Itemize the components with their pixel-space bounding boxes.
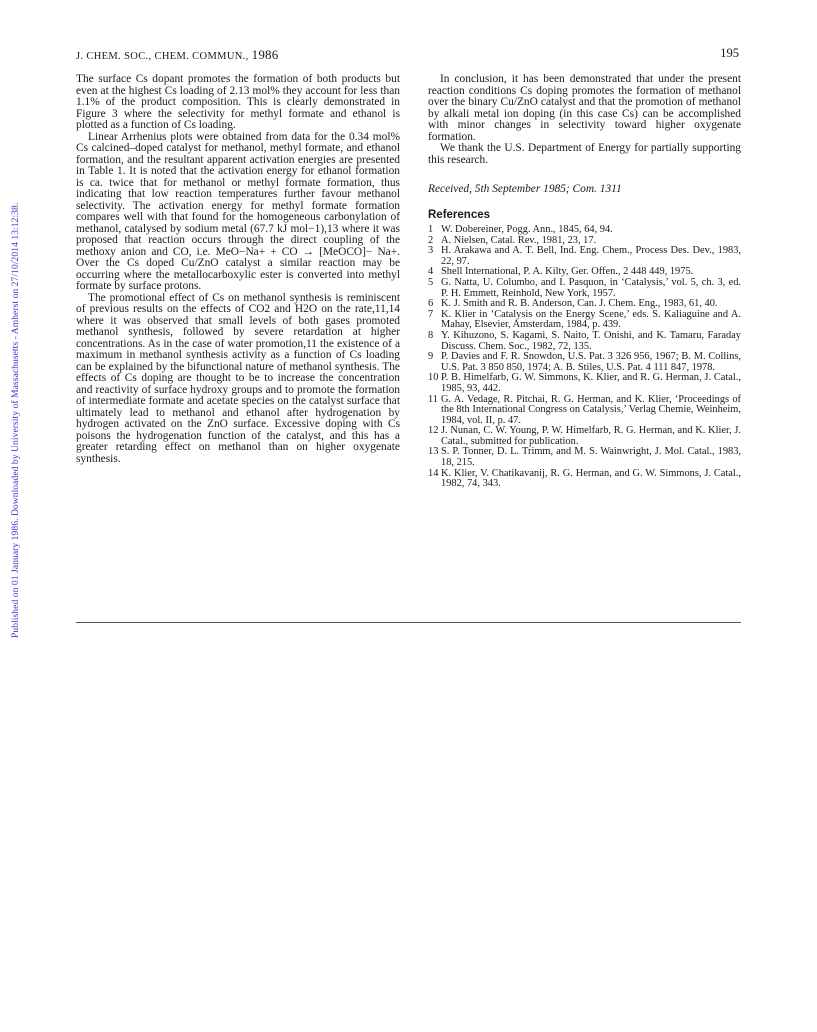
journal-reference: [76, 47, 278, 63]
reference-number: 1: [428, 224, 434, 235]
download-stamp-text: Published on 01 January 1986. Downloaded by University of Massachusetts - Amherst on 27/10/2014 13:12:38.: [10, 202, 21, 638]
reference-item: [428, 331, 741, 352]
reference-item: [428, 278, 741, 299]
reference-number: 3: [428, 245, 434, 257]
reference-text: S. P. Tonner, D. L. Trimm, and M. S. Wainwright, J. Mol. Catal., 1983, 18, 215.: [441, 446, 741, 469]
reference-number: 9: [428, 351, 434, 363]
reference-list: [428, 225, 741, 490]
reference-number: 5: [428, 276, 434, 288]
received-date: Received, 5th September 1985; Com. 1311: [428, 183, 622, 195]
body-paragraph: The promotional effect of Cs on methanol synthesis is reminiscent of previous results on the effects of CO2 and H2O on the rate,11,14 where it was observed that small levels of both gases promoted methanol synthesis, followed by severe retardation at higher concentrations. As in the case of water promotion,11 the existence of a maximum in methanol synthesis activity as a function of Cs loading can be explained by the bifunctional nature of methanol synthesis. The effects of Cs doping are thought to be to increase the concentration and reactivity of surface hydroxy groups and to promote the formation of intermediate formate and acetate species on the catalyst surface that ultimately lead to methanol and ethanol after hydrogenation by hydrogen activated on the ZnO surface. Excessive doping with Cs poisons the hydrogenation function of the catalyst, and this has a greater retarding effect on methanol than on higher oxygenate synthesis.: [76, 291, 400, 465]
reference-text: G. A. Vedage, R. Pitchai, R. G. Herman, and K. Klier, ‘Proceedings of the 8th International Congress on Catalysis,’ Verlag Chemie, Weinheim, 1984, vol. II, p. 47.: [441, 393, 741, 426]
references-heading: References: [428, 208, 491, 221]
reference-text: W. Dobereiner, Pogg. Ann., 1845, 64, 94.: [441, 224, 613, 235]
reference-number: 12: [428, 425, 439, 437]
reference-text: K. Klier in ‘Catalysis on the Energy Scene,’ eds. S. Kaliaguine and A. Mahay, Elsevier, Amsterdam, 1984, p. 439.: [441, 308, 741, 331]
conclusion-paragraph: In conclusion, it has been demonstrated that under the present reaction conditions Cs doping promotes the formation of methanol over the binary Cu/ZnO catalyst and that the promotion of methanol by alkali metal ion doping (in this case Cs) can be accomplished with minor changes in selectivity toward higher oxygenate formation.: [428, 73, 741, 143]
reference-text: J. Nunan, C. W. Young, P. W. Himelfarb, R. G. Herman, and K. Klier, J. Catal., submitted for publication.: [441, 425, 741, 447]
body-paragraph: The surface Cs dopant promotes the formation of both products but even at the highest Cs loading of 2.13 mol% they account for less than 1.1% of the product composition. This is clearly demonstrated in Figure 3 where the selectivity for methyl formate and ethanol is plotted as a function of Cs loading.: [76, 73, 400, 131]
reference-text: Y. Kihuzono, S. Kagami, S. Naito, T. Onishi, and K. Tamaru, Faraday Discuss. Chem. Soc., 1982, 72, 135.: [441, 329, 741, 352]
download-stamp: [4, 186, 21, 638]
reference-number: 13: [428, 446, 439, 458]
page-divider: [76, 622, 741, 623]
journal-name: J. CHEM. SOC., CHEM. COMMUN.,: [76, 51, 249, 62]
reference-text: K. Klier, V. Chatikavanij, R. G. Herman, and G. W. Simmons, J. Catal., 1982, 74, 343.: [441, 467, 741, 490]
reference-number: 6: [428, 298, 434, 310]
reference-item: [428, 447, 741, 468]
reference-number: 4: [428, 266, 434, 278]
right-column: [428, 74, 741, 490]
journal-year: 1986: [251, 47, 279, 62]
acknowledgement-paragraph: We thank the U.S. Department of Energy for partially supporting this research.: [428, 142, 741, 166]
reference-number: 7: [428, 308, 434, 320]
reference-text: Shell International, P. A. Kilty, Ger. Offen., 2 448 449, 1975.: [441, 266, 694, 278]
reference-item: [428, 426, 741, 447]
reference-number: 11: [428, 393, 439, 405]
reference-text: H. Arakawa and A. T. Bell, Ind. Eng. Chem., Process Des. Dev., 1983, 22, 97.: [441, 245, 741, 267]
reference-item: [428, 373, 741, 394]
reference-text: P. Davies and F. R. Snowdon, U.S. Pat. 3 326 956, 1967; B. M. Collins, U.S. Pat. 3 850 850, 1974; A. B. Stiles, U.S. Pat. 4 111 847, 1978.: [441, 351, 741, 373]
reference-text: G. Natta, U. Columbo, and I. Pasquon, in ‘Catalysis,’ vol. 5, ch. 3, ed. P. H. Emmett, Reinhold, New York, 1957.: [441, 276, 741, 299]
page-number: 195: [720, 46, 739, 60]
reference-item: [428, 352, 741, 373]
reference-text: A. Nielsen, Catal. Rev., 1981, 23, 17.: [441, 234, 597, 246]
reference-number: 2: [428, 234, 434, 246]
reference-item: [428, 469, 741, 490]
reference-item: [428, 310, 741, 331]
reference-item: [428, 246, 741, 267]
reference-number: 14: [428, 467, 439, 479]
reference-number: 10: [428, 372, 439, 384]
reference-text: P. B. Himelfarb, G. W. Simmons, K. Klier, and R. G. Herman, J. Catal., 1985, 93, 442.: [441, 372, 741, 394]
running-header: [76, 47, 741, 63]
reference-text: K. J. Smith and R. B. Anderson, Can. J. Chem. Eng., 1983, 61, 40.: [441, 298, 718, 310]
body-paragraph: Linear Arrhenius plots were obtained from data for the 0.34 mol% Cs calcined–doped catalyst for methanol, methyl formate, and ethanol formation, and the resultant apparent activation energies are presented in Table 1. It is noted that the activation energy for ethanol formation is ca. twice that for methanol or methyl formate formation, thus indicating that low reaction temperatures further favour methanol selectivity. The activation energy for methyl formate formation compares well with that found for the homogeneous carbonylation of methanol, catalysed by sodium metal (67.7 kJ mol−1),13 where it was proposed that reaction occurs through the direct coupling of the methoxy anion and CO, i.e. MeO−Na+ + CO → [MeOCO]− Na+. Over the Cs doped Cu/ZnO catalyst a similar reaction may be occurring where the metallocarboxylic ester is converted into methyl formate by surface protons.: [76, 130, 400, 292]
reference-item: [428, 395, 741, 427]
left-column: [76, 74, 400, 465]
reference-number: 8: [428, 329, 434, 341]
